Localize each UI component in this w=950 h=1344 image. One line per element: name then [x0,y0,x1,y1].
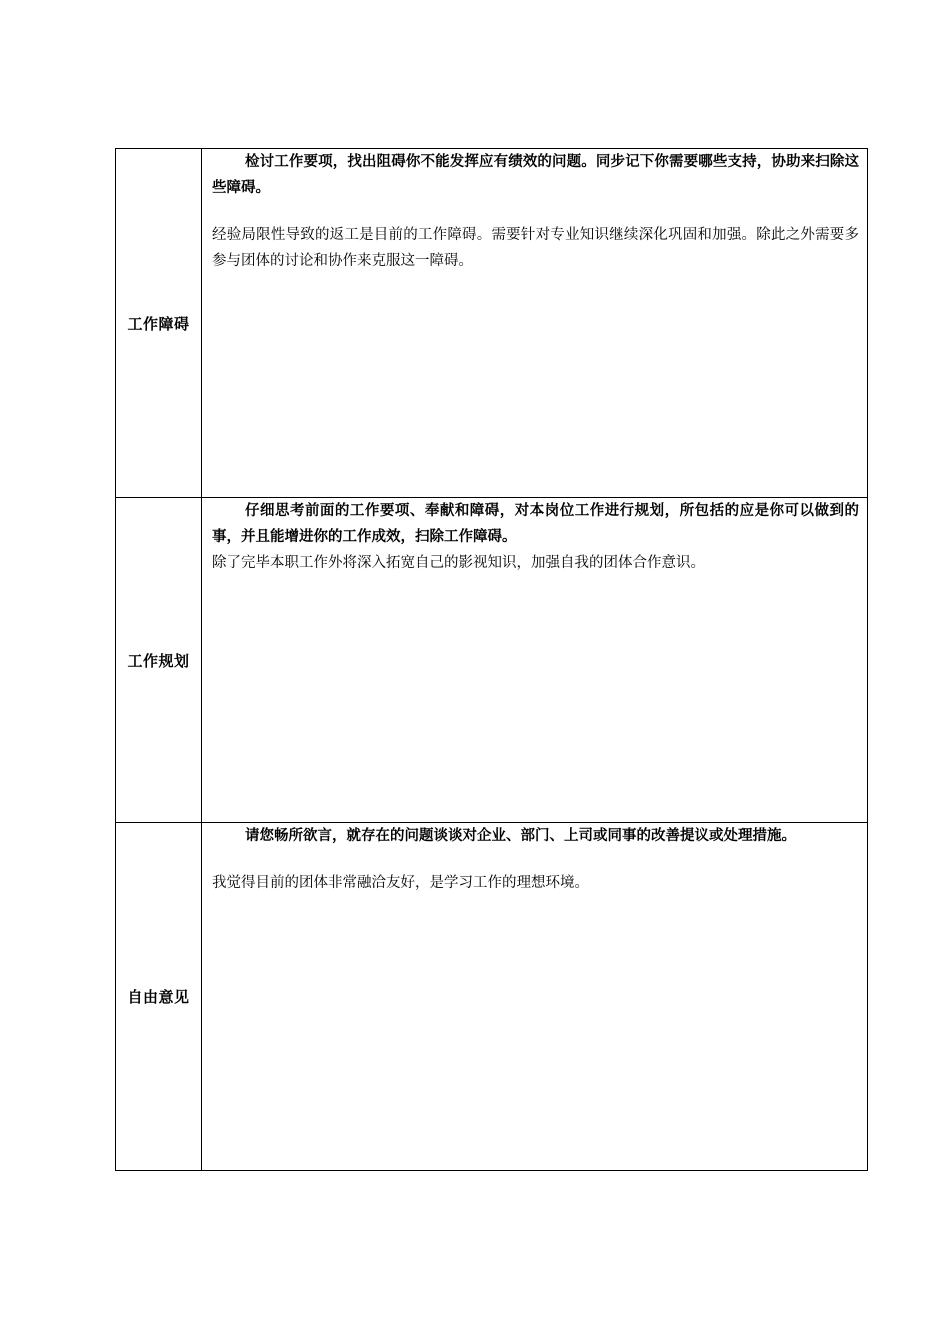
section-content [202,498,868,823]
section-prompt: 检讨工作要项，找出阻碍你不能发挥应有绩效的问题。同步记下你需要哪些支持，协助来扫除这些障碍。 [212,154,859,196]
section-label: 自由意见 [116,823,202,1171]
section-answer: 经验局限性导致的返工是目前的工作障碍。需要针对专业知识继续深化巩固和加强。除此之外需要多参与团体的讨论和协作来克服这一障碍。 [212,227,859,269]
section-work-plan [116,498,868,823]
section-answer: 除了完毕本职工作外将深入拓宽自己的影视知识，加强自我的团体合作意识。 [212,555,705,571]
section-label: 工作障碍 [116,149,202,498]
section-content [202,823,868,1171]
review-form-table [115,148,868,1171]
section-answer: 我觉得目前的团体非常融洽友好，是学习工作的理想环境。 [212,875,589,891]
section-work-obstacles [116,149,868,498]
section-label: 工作规划 [116,498,202,823]
section-prompt: 仔细思考前面的工作要项、奉献和障碍，对本岗位工作进行规划，所包括的应是你可以做到的事，并且能增进你的工作成效，扫除工作障碍。 [212,503,859,545]
section-prompt: 请您畅所欲言，就存在的问题谈谈对企业、部门、上司或同事的改善提议或处理措施。 [245,828,796,844]
section-content [202,149,868,498]
section-free-opinion [116,823,868,1171]
